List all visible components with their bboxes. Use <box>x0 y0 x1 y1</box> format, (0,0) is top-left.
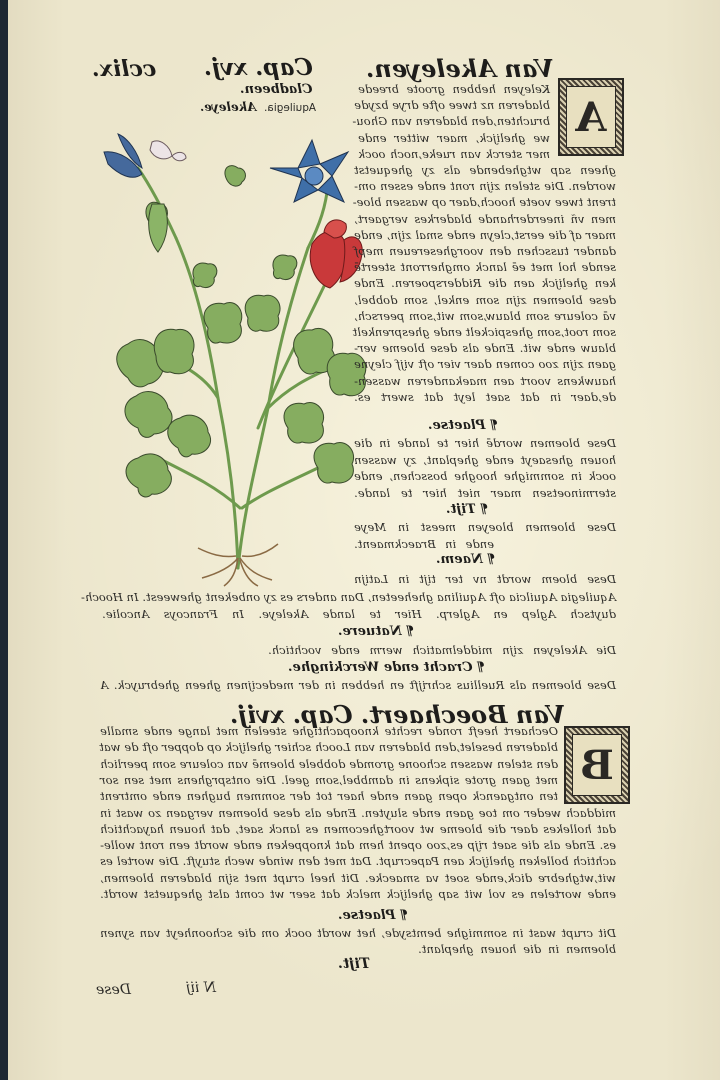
chapter2-line: Oechaert heeft ronde rechte knoopachtighe steelen met lange ende smalle <box>100 724 558 738</box>
chapter2-line: es. Ende als die saet rijp es,zoo opent hem dat knoppeken ende wordt een ront wolle- <box>100 838 616 853</box>
chapter1-line: gheen sap wtghebende als zy ghequetst <box>354 163 616 177</box>
chapter2-line: met gaen grote sipkens in dambbel,som geel. Die ontsprghens met sen sor <box>100 772 558 787</box>
cracht-heading: ¶ Cracht ende Werckinghe. <box>288 660 486 675</box>
plaetse-line: houen ghesaeyt ende gheplant, zy wassen <box>354 452 616 467</box>
tijt2-heading: Tijt. <box>338 956 371 972</box>
natuere-heading: ¶ Natuere. <box>338 624 415 639</box>
chapter2-title: Van Boechaert. Cap. xvij. <box>230 700 566 729</box>
catchword: Dese <box>96 982 131 998</box>
plaetse-line: Dese bloemen wordē hier te lande in die <box>354 436 616 450</box>
signature-mark: N iij <box>186 980 216 996</box>
chapter2-line: ende wortelen es vol wit sap ghelijck melck dat seer wt comt alst ghequetst wordt. <box>100 887 616 901</box>
cracht-line: Dese bloemen als Ruellius schrijft en hebben in der medecijnen gheen ghebruyck. A <box>100 678 616 692</box>
naem-line: Aquilegia Aquilcia oft Aquilina gheheeten, Dan anders es zy onbekent gheweest. In Hooch- <box>80 590 616 604</box>
chapter1-line: vā coleure som blauw,som wit,som peersch, <box>354 308 616 323</box>
chapter2-line: wit,wtghebre dick,ende soet va smaecke. Dit heel crupt met sijn bladeren bloemen, <box>100 870 616 885</box>
chapter2-line: ten ontgaenck open gaen ende haer tot der sommen bughen ende omtrent <box>100 789 558 804</box>
chapter2-line: den stelen wassen schoone gromde dobbele bloemē van coleure som peerlich <box>100 756 558 771</box>
plant-label-common: Akeleye. <box>200 100 257 114</box>
chapter-title-top: Van Akeleyen. <box>366 54 554 83</box>
blue-flower-right <box>270 140 348 202</box>
chapter1-line: worden. Die stelen zijn ront ende essen om- <box>354 179 616 194</box>
chapter1-line: som root,som ghespickelt ende ghesprenkelt <box>352 325 616 339</box>
chapter1-line: blauw ende wit. Ende als dese bloeme ver- <box>354 341 616 356</box>
chapter1-line: men vñ ineerderhande bladerkes vergaert, <box>354 211 616 226</box>
chapter2-line: bladeren beselet,den bladeren van Looch schier ghelijck op dopper oft de wat <box>99 740 558 755</box>
columbine-illustration <box>98 128 378 588</box>
chapter2-line: middach weder om toe gaen ende sluyten. Ende als dese bloemen vergaen zo wast in <box>100 805 616 820</box>
chapter1-line: Keleyen hebben groote breede <box>358 82 550 96</box>
plaetse2-heading: ¶ Plaetse. <box>338 908 409 923</box>
chapter1-line: sende hol met eē lanck omgherront steertē <box>354 260 616 275</box>
naem-heading: ¶ Naem. <box>436 552 496 567</box>
drop-cap-b: B <box>564 726 630 804</box>
chapter-number-top: Cap. xvj. <box>204 54 313 81</box>
plaetse-heading: ¶ Plaetse. <box>428 418 499 433</box>
plant-label-dutch: Cladbeen. <box>240 82 313 97</box>
drop-cap-a: A <box>558 78 624 156</box>
chapter1-line: we ghelijck, maer witter ende <box>358 130 550 145</box>
tijt-line: Dese bloemen bloeyen meest in Meye <box>354 520 616 534</box>
chapter1-line: de,daer in dat saet leyt dat swert es. <box>354 389 616 404</box>
plaetse2-line: Dit crupt wast in sommighe bemtsyde, het wordt oock om die schoonheyt van synen <box>100 926 616 940</box>
plaetse-line: sterminoetsen maer niet hier te lande. <box>354 485 616 500</box>
chapter1-line: mer sterck van rueke,noch oock <box>358 146 550 161</box>
left-folio: cclix. <box>92 56 157 82</box>
tijt-heading: ¶ Tijt. <box>446 502 489 517</box>
chapter2-line: dat hollekes daer die bloeme wt voortghecomen es lanck saet, dat houen hayachtich <box>100 821 616 836</box>
chapter1-line: ken ghelijck aen die Ridderspoeren. Ende <box>354 276 616 291</box>
white-bud <box>150 141 186 161</box>
chapter1-line: hauwkens voort aen maekanderen wassen- <box>354 373 616 388</box>
natuere-line: Die Akeleyen zijn middelmatich werm ende vochtich. <box>268 643 616 657</box>
naem-line: duytsch Aglep en Aglerp. Hier te lande Akeleye. In Francoys Ancolie. <box>102 607 616 621</box>
chapter1-line: maer af die eerst,cleyn ende smal zijn, ende <box>354 227 616 242</box>
chapter2-line: achtich bolleken ghelijck aen Papecrupt. Dat met den winde wech stuyft. Die wortel es <box>100 854 616 869</box>
chapter1-line: bruchten,den bladeren van Ghou- <box>352 114 550 129</box>
plaetse-line: oock in sommighe hooghe bosschen, ende <box>354 469 616 483</box>
chapter1-line: trent twee voete hooch,daer op wassen bloe- <box>352 195 616 210</box>
chapter1-line: dander tusschen den voorghesereuen mepf <box>354 244 616 258</box>
chapter1-line: bladeren nz twee ofte drye bzyde <box>354 98 550 113</box>
book-page <box>8 0 720 1080</box>
chapter1-line: dese bloemen zijn som enkel, som dobbel, <box>354 292 616 307</box>
plant-label-latin: Aquilegia. <box>264 102 316 114</box>
chapter1-line: gaen zijn zoo comen daer vier oft vijf cleyne <box>354 357 616 372</box>
plaetse2-line: bloemen in die houen gheplant. <box>418 942 616 957</box>
blue-flower-left <box>104 134 142 177</box>
tijt-line: ende in Braeckmaent. <box>354 536 494 551</box>
naem-line: Dese bloem wordt nv ter tijt in Latijn <box>354 572 616 586</box>
